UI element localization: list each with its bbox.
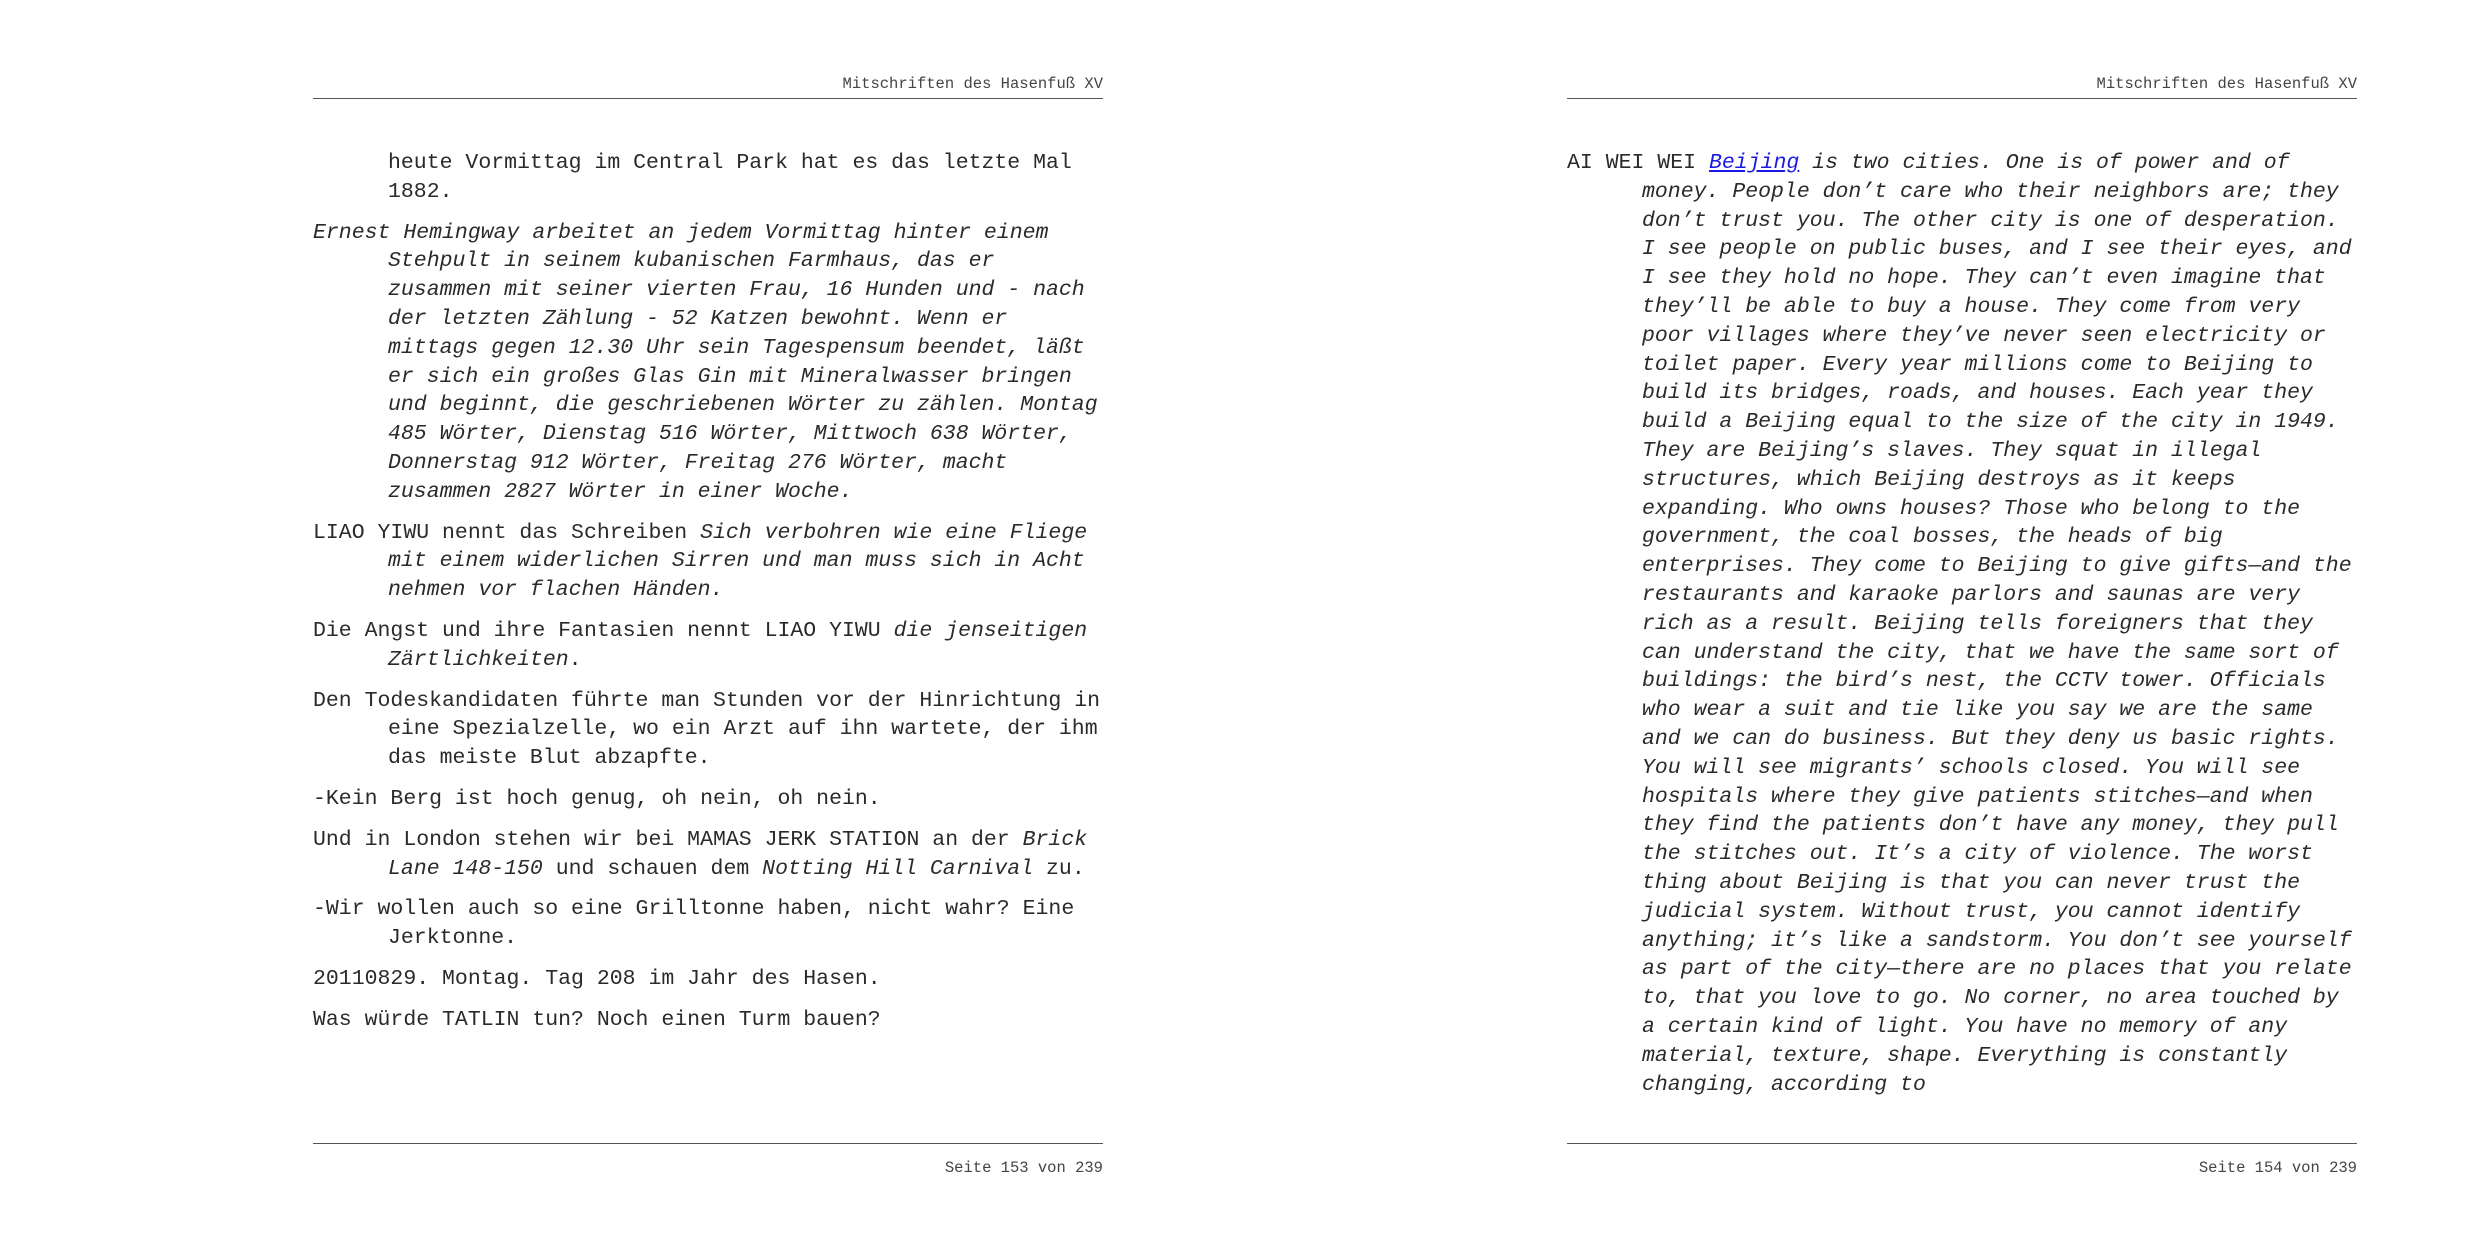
paragraph-text: Die Angst und ihre Fantasien nennt LIAO YIWU [313, 618, 894, 643]
right-page [1567, 0, 2357, 1240]
page-header: Mitschriften des Hasenfuß XV [2096, 75, 2357, 93]
paragraph-text: Den Todeskandidaten führte man Stunden vor der Hinrichtung in eine Spezialzelle, wo ein Arzt auf ihn wartete, der ihm das meiste Blut abzapfte. [313, 688, 1101, 771]
page-body [1567, 149, 2357, 1111]
paragraph-liao-writing [313, 519, 1103, 605]
paragraph-berg [313, 785, 1103, 814]
page-body [313, 149, 1103, 1047]
paragraph-text: . [568, 647, 582, 672]
paragraph-ai-wei-wei [1567, 149, 2357, 1099]
paragraph-liao-fear [313, 617, 1103, 675]
paragraph-text: LIAO YIWU nennt das Schreiben [313, 520, 701, 545]
page-number: Seite 154 von 239 [2198, 1159, 2357, 1177]
paragraph-hemingway [313, 219, 1103, 507]
paragraph-todeskandidaten [313, 687, 1103, 773]
paragraph-text: zu. [1033, 856, 1085, 881]
paragraph-continued [313, 149, 1103, 207]
page-header: Mitschriften des Hasenfuß XV [842, 75, 1103, 93]
page-number: Seite 153 von 239 [944, 1159, 1103, 1177]
paragraph-text: heute Vormittag im Central Park hat es das letzte Mal 1882. [388, 151, 1072, 204]
italic-event: Notting Hill Carnival [762, 856, 1034, 881]
paragraph-text: -Kein Berg ist hoch genug, oh nein, oh nein. [313, 786, 881, 811]
italic-quote: die jenseitigen Zärtlichkeiten [388, 618, 1088, 672]
paragraph-tatlin [313, 1006, 1103, 1035]
beijing-link[interactable]: Beijing [1708, 151, 1800, 175]
paragraph-text: und schauen dem [542, 856, 763, 881]
paragraph-text: 20110829. Montag. Tag 208 im Jahr des Hasen. [313, 966, 881, 991]
italic-address: Brick Lane 148-150 [388, 827, 1088, 881]
paragraph-london [313, 826, 1103, 884]
left-page [313, 0, 1103, 1240]
paragraph-date [313, 965, 1103, 994]
paragraph-text: -Wir wollen auch so eine Grilltonne haben, nicht wahr? Eine Jerktonne. [313, 897, 1075, 951]
footer-rule [1567, 1143, 2357, 1144]
header-rule [1567, 98, 2357, 99]
italic-quote: is two cities. One is of power and of money. People don’t care who their neighbors are; they don’t trust you. The other city is one of desperation. I see people on public buses, and I see their eyes, and I see they hold no hope. They can’t even imagine that they’ll be able to buy a house. They come from very poor villages where they’ve never seen electricity or toilet paper. Every year millions come to Beijing to build its bridges, roads, and houses. Each year they build a Beijing equal to the size of the city in 1949. They are Beijing’s slaves. They squat in illegal structures, which Beijing destroys as it keeps expanding. Who owns houses? Those who belong to the government, the coal bosses, the heads of big enterprises. They come to Beijing to give gifts—and the restaurants and karaoke parlors and saunas are very rich as a result. Beijing tells foreigners that they can understand the city, that we have the same sort of buildings: the bird’s nest, the CCTV tower. Officials who wear a suit and tie like you say we are the same and we can do business. But they deny us basic rights. You will see migrants’ schools closed. You will see hospitals where they give patients stitches—and when they find the patients don’t have any money, they pull the stitches out. It’s a city of violence. The worst thing about Beijing is that you can never trust the judicial system. Without trust, you cannot identify anything; it’s like a sandstorm. You don’t see yourself as part of the city—there are no places that you relate to, that you love to go. No corner, no area touched by a certain kind of light. You have no memory of any material, texture, shape. Everything is constantly changing, according to [1642, 151, 2352, 1097]
paragraph-grilltonne [313, 895, 1103, 953]
italic-quote: Sich verbohren wie eine Fliege mit einem widerlichen Sirren und man muss sich in Acht nehmen vor flachen Händen. [388, 520, 1088, 603]
header-rule [313, 98, 1103, 99]
paragraph-text: Was würde TATLIN tun? Noch einen Turm bauen? [313, 1007, 881, 1032]
paragraph-text: Ernest Hemingway arbeitet an jedem Vormittag hinter einem Stehpult in seinem kubanischen Farmhaus, das er zusammen mit seiner vierten Frau, 16 Hunden und - nach der letzten Zählung - 52 Katzen bewohnt. Wenn er mittags gegen 12.30 Uhr sein Tagespensum beendet, läßt er sich ein großes Glas Gin mit Mineralwasser bringen und beginnt, die geschriebenen Wörter zu zählen. Montag 485 Wörter, Dienstag 516 Wörter, Mittwoch 638 Wörter, Donnerstag 912 Wörter, Freitag 276 Wörter, macht zusammen 2827 Wörter in einer Woche. [313, 220, 1098, 504]
speaker-name: AI WEI WEI [1567, 151, 1709, 175]
paragraph-text: Und in London stehen wir bei MAMAS JERK STATION an der [313, 827, 1023, 852]
footer-rule [313, 1143, 1103, 1144]
